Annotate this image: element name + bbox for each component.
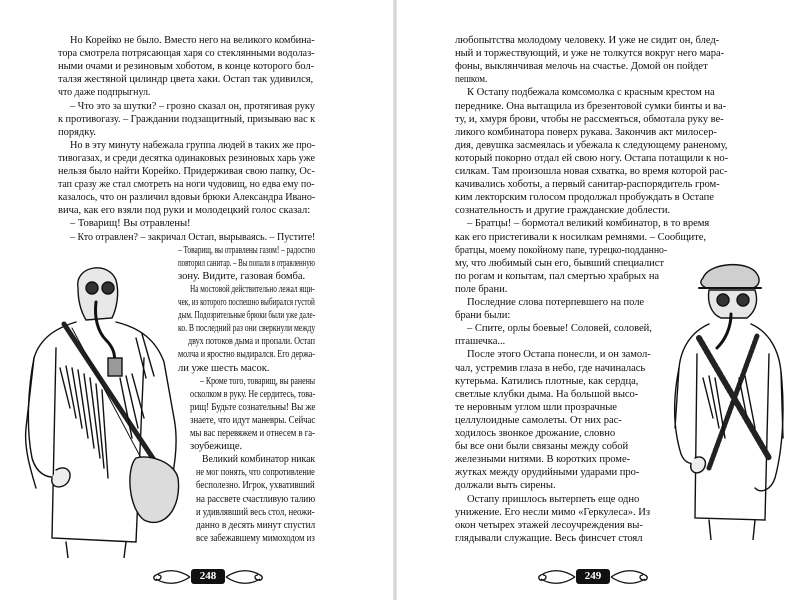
left-page-text-line: тора смотрела потрясающая харя со стеклянными водолаз- xyxy=(58,48,315,60)
right-page-text-line: силкам. Там произошла новая схватка, во время которой рас- xyxy=(455,166,728,177)
right-page-text-line: окон четырех этажей лесоучреждения вы- xyxy=(455,519,643,531)
left-page-text-line: молча и яростно выдирался. Его держа- xyxy=(178,349,315,361)
left-page-text-line: не мог понять, что сопротивление xyxy=(196,467,315,479)
left-page-text-line: нельзя было найти Корейко. Придерживая свою папку, Ос- xyxy=(58,166,315,177)
right-page-text-line: ликого комбинатора поверх рукава. Закончив акт милосер- xyxy=(455,126,717,138)
left-page-text-line: – Кто отравлен? – закричал Остап, вырываясь. – Пустите! xyxy=(70,231,316,243)
left-page-text-line: зону. Видите, газовая бомба. xyxy=(178,270,306,282)
right-page-text-line: кутерьма. Катились плотные, как сердца, xyxy=(455,375,639,387)
right-page-text-line: пешком. xyxy=(455,74,488,86)
right-page-text-line: глядывали служащие. Весь финсчет стоял xyxy=(455,532,643,544)
right-page-text-line: те неровным углом шли прозрачные xyxy=(455,401,617,413)
left-page-text-line: тивогазах, и среди десятка одинаковых резиновых харь уже xyxy=(58,152,315,164)
left-page-text-line: казалось, что он различил вдовьи брюки Александра Ивано- xyxy=(58,192,316,204)
left-page-text-line: знаете, что идут маневры. Сейчас xyxy=(190,414,316,426)
left-page-text-line: – Что это за шутки? – грозно сказал он, протягивая руку xyxy=(70,100,315,112)
left-page-text-line: вича, как его взяли под руки и молодецкий голос сказал: xyxy=(58,205,311,217)
left-page-text-line: тап сразу же стал смотреть на ноги чудовищ, но едва ему по- xyxy=(58,179,315,191)
right-page-text-line: как его пристегивали к носилкам ремнями. – Сообщите, xyxy=(455,231,706,243)
left-page-text-line: повторил санитар. – Вы попали в отравленную xyxy=(178,257,315,269)
right-page-text-line: К Остапу подбежала комсомолка с красным крестом на xyxy=(467,87,715,99)
left-page-text-line: бесполезно. Игрок, ухвативший xyxy=(196,480,315,492)
left-page-text-line: к противогазу. – Граждании подзащитный, призываю вас к xyxy=(58,113,316,125)
left-page-text-line: ными очами и резиновым хоботом, в конце которого бол- xyxy=(58,61,315,73)
right-page-text-line: железными нитями. В коротких проме- xyxy=(455,454,631,466)
right-page-text-line: Остапу пришлось вытерпеть еще одно xyxy=(467,493,640,505)
right-page-text-line: ный и торжествующий, и уже не толкутся вокруг него мара- xyxy=(455,48,725,60)
right-page-text-line: переднике. Она вытащила из брезентовой сумки бинты и ва- xyxy=(455,100,727,112)
right-page-folio xyxy=(533,567,653,587)
right-page-text-line: ту, и, хмуря брови, чтобы не рассмеяться, обмотала руку ве- xyxy=(455,113,724,125)
left-page-text-line: зоубежище. xyxy=(190,441,243,453)
right-page xyxy=(397,0,791,600)
right-page-text-line: бы все они были связаны между собой xyxy=(455,441,629,453)
right-page-text-line: чал, устремив глаза в небо, где начиналась xyxy=(455,362,646,374)
left-page-text-line: Но в эту минуту набежала группа людей в таких же про- xyxy=(70,139,316,151)
left-page-text-line: – Товарищ! Вы отравлены! xyxy=(70,218,191,230)
left-page-text-line: ко. В последний раз они сверкнули между xyxy=(178,323,316,335)
right-page-text-line: целлулоидные самолеты. От них рас- xyxy=(455,414,622,426)
right-page-text-line: – Братцы! – бормотал великий комбинатор, в то время xyxy=(467,218,710,230)
left-page-text-line: данно в десять минут спустил xyxy=(196,519,316,531)
right-page-text-line: братцы, моему покойному папе, турецко-подданно- xyxy=(455,244,668,256)
right-page-text-line: Последние слова потерпевшего на поле xyxy=(467,297,645,308)
right-page-text-line: фоны, выклянчивая мелочь на счастье. Домой он пойдет xyxy=(455,61,708,73)
right-page-text-line: му, что любимый сын его, бывший специалист xyxy=(455,257,664,269)
right-page-text-line: ким лекторским голосом продолжал пробуждать в Остапе xyxy=(455,192,714,204)
left-page-text-line: Великий комбинатор никак xyxy=(202,454,316,466)
left-page-text-line: – Кроме того, товарищ, вы ранены xyxy=(200,375,316,387)
left-page-text-line: и удивлявший весь стол, неожи- xyxy=(196,506,315,518)
gas-mask-figure-illustration xyxy=(16,258,192,558)
right-page-text-line: качивались хоботы, а первый санитар-распорядитель гром- xyxy=(455,179,720,191)
right-page-text-line: который покорно отдал ей свою ногу. Остапа потащили к но- xyxy=(455,152,729,164)
left-page-text-line: осколком в руку. Не сердитесь, това- xyxy=(190,388,316,400)
right-page-text-line: пташечка... xyxy=(455,336,506,348)
right-page-text-line: унижение. Его несли мимо «Геркулеса». Из xyxy=(455,506,650,518)
left-page-text-line: – Товарищ, вы отравлены газом! – радостно xyxy=(178,244,316,256)
left-page-number: 248 xyxy=(191,569,225,584)
left-page-text-line: порядку. xyxy=(58,126,97,138)
right-page-text-line: После этого Остапа понесли, и он замол- xyxy=(467,349,651,361)
left-page-text-line: Но Корейко не было. Вместо него на великого комбина- xyxy=(70,35,315,46)
left-page-text-line: мы вас перевяжем и отнесем в га- xyxy=(190,428,316,439)
right-page-text-line: жутках между орудийными ударами про- xyxy=(455,467,640,479)
right-page-text-line: должали выть сирены. xyxy=(455,480,556,492)
left-page-text-line: что даже подпрыгнул. xyxy=(58,87,151,99)
soldier-gas-mask-illustration xyxy=(669,258,787,540)
right-page-text-line: по рогам и копытам, пал смертью храбрых на xyxy=(455,270,660,282)
left-page-text-line: чек, из которого поспешно выбиралcя густой xyxy=(178,297,315,308)
left-page-text-line: На мостовой действительно лежал ящи- xyxy=(190,283,315,295)
left-page-text-line: ли уже шесть масок. xyxy=(178,362,270,374)
left-page xyxy=(0,0,394,600)
left-page-text-line: рищ! Будьте сознательны! Вы же xyxy=(190,401,316,413)
left-page-text-line: все забежавшему мимоходом из xyxy=(196,532,315,544)
left-page-text-line: талзя жестяной цилиндр цвета хаки. Остап так удивился, xyxy=(58,74,314,86)
left-page-folio xyxy=(148,567,268,587)
right-page-text-line: поле брани. xyxy=(455,283,508,295)
right-page-number: 249 xyxy=(576,569,610,584)
left-page-text-line: на рассвете счастливую талию xyxy=(196,493,316,505)
left-page-text-line: двух потоков дыма и пропали. Остап xyxy=(188,336,315,348)
right-page-text-line: брани были: xyxy=(455,310,511,322)
right-page-text-line: светлые клубки дыма. На большой высо- xyxy=(455,388,639,400)
left-page-text-line: дым. Подозрительные брюки были уже дале- xyxy=(178,310,316,322)
right-page-text-line: сознательность и другие гражданские доблести. xyxy=(455,205,671,217)
right-page-text-line: дия, девушка засмеялась и убежала к следующему раненому, xyxy=(455,139,728,151)
right-page-text-line: любопытства молодому человеку. И уже не сидит он, блед- xyxy=(455,35,720,46)
right-page-text-line: – Спите, орлы боевые! Соловей, соловей, xyxy=(467,323,652,335)
right-page-text-line: ходилось звонкое дрожание, словно xyxy=(455,428,616,439)
